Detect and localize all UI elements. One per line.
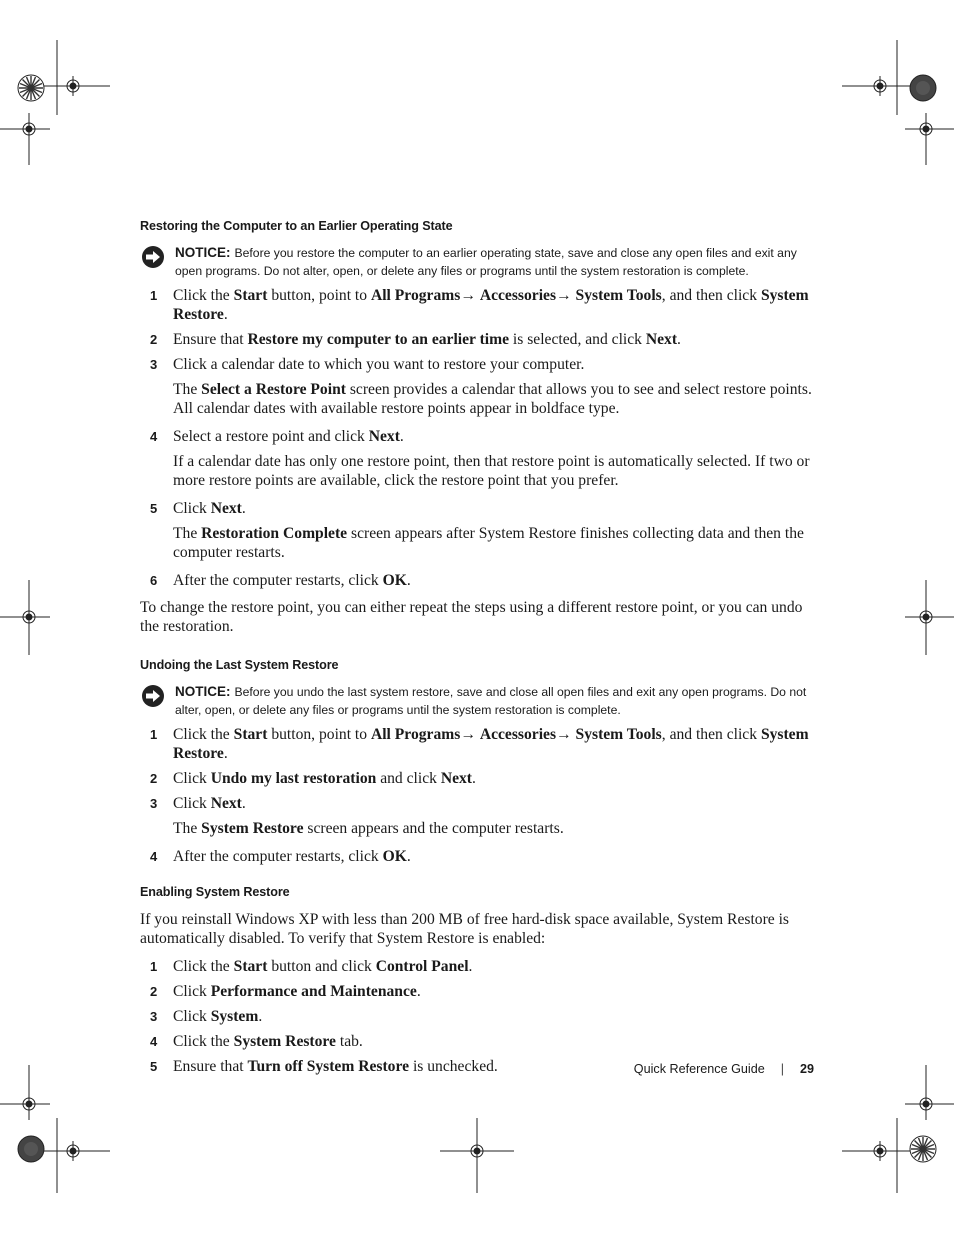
bold-term: Next: [368, 428, 400, 445]
bold-term: Start: [233, 287, 268, 304]
step-number: 3: [150, 796, 158, 811]
text-run: button, point to: [267, 287, 371, 304]
text-run: Click the: [173, 1033, 234, 1050]
step-text: [173, 957, 816, 976]
bold-term: Next: [440, 770, 472, 787]
text-run: screen appears and the computer restarts.: [303, 820, 564, 837]
color-target-top-right: [910, 75, 936, 101]
text-run: and click: [376, 770, 441, 787]
step-number: 2: [150, 332, 158, 347]
text-run: →: [460, 726, 480, 743]
step-description: [173, 819, 816, 838]
section-closing-text: To change the restore point, you can either repeat the steps using a different restore point, or you can undo the restoration.: [140, 599, 803, 635]
step-number: 3: [150, 357, 158, 372]
bold-term: System Tools: [575, 287, 662, 304]
section-heading: Undoing the Last System Restore: [140, 658, 339, 672]
bold-term: System Restore: [233, 1033, 336, 1050]
notice-text: Before you undo the last system restore, save and close all open files and exit any open programs. Do not alter, open, or delete any files or programs until the system restoration is complete.: [175, 685, 807, 717]
page-footer: [600, 1062, 814, 1076]
text-run: button and click: [267, 958, 376, 975]
bold-term: All Programs: [370, 287, 461, 304]
text-run: .: [416, 983, 421, 1000]
step-item: [140, 571, 816, 590]
step-item: [140, 957, 816, 976]
bold-term: Accessories: [479, 287, 557, 304]
text-run: .: [223, 306, 228, 323]
step-number: 2: [150, 771, 158, 786]
step-text: [173, 286, 816, 324]
step-number: 1: [150, 727, 158, 742]
notice-label: NOTICE:: [175, 684, 231, 699]
step-text: [173, 1032, 816, 1051]
step-item: [140, 355, 816, 418]
step-number: 6: [150, 573, 158, 588]
step-description: [173, 524, 816, 562]
step-text: [173, 355, 816, 374]
bold-term: Start: [233, 958, 268, 975]
text-run: Click the: [173, 958, 234, 975]
bold-term: System Restore: [201, 820, 304, 837]
step-number: 1: [150, 288, 158, 303]
bold-term: Next: [210, 500, 242, 517]
text-run: →: [556, 726, 576, 743]
step-number: 4: [150, 1034, 158, 1049]
step-text: [173, 499, 816, 518]
step-text: [173, 427, 816, 446]
text-run: The: [173, 381, 202, 398]
bold-term: Control Panel: [375, 958, 469, 975]
bold-term: Turn off System Restore: [247, 1058, 410, 1075]
bold-term: All Programs: [370, 726, 461, 743]
text-run: button, point to: [267, 726, 371, 743]
notice-text: Before you restore the computer to an earlier operating state, save and close any open files and exit any open programs. Do not alter, open, or delete any files or programs until the system restoration is complete.: [175, 246, 797, 278]
text-run: , and then click: [661, 726, 761, 743]
notice-box: [140, 683, 816, 719]
text-run: .: [223, 745, 228, 762]
step-description: [173, 380, 816, 418]
text-run: screen provides a calendar that allows you to see and select restore points. All calendar dates with available restore points appear in boldface type.: [173, 381, 812, 417]
section-gap: [140, 872, 816, 884]
text-run: Click a calendar date to which you want to restore your computer.: [173, 356, 585, 373]
bold-term: Accessories: [479, 726, 557, 743]
bold-term: Undo my last restoration: [210, 770, 377, 787]
step-number: 3: [150, 1009, 158, 1024]
footer-guide-title: Quick Reference Guide: [633, 1062, 765, 1076]
text-run: Select a restore point and click: [173, 428, 369, 445]
step-item: [140, 982, 816, 1001]
text-run: The: [173, 525, 202, 542]
text-run: .: [399, 428, 404, 445]
text-run: Click: [173, 500, 211, 517]
bold-term: Restoration Complete: [201, 525, 348, 542]
notice-label: NOTICE:: [175, 245, 231, 260]
bold-term: System Tools: [575, 726, 662, 743]
text-run: Ensure that: [173, 331, 248, 348]
bold-term: System Restore: [173, 287, 809, 323]
text-run: Click: [173, 770, 211, 787]
step-item: [140, 725, 816, 763]
text-run: , and then click: [661, 287, 761, 304]
bold-term: Restore my computer to an earlier time: [247, 331, 510, 348]
page-content: [140, 218, 816, 1082]
step-item: [140, 499, 816, 562]
text-run: tab.: [335, 1033, 363, 1050]
step-number: 5: [150, 501, 158, 516]
step-item: [140, 427, 816, 490]
text-run: Click the: [173, 726, 234, 743]
text-run: Click the: [173, 287, 234, 304]
bold-term: Next: [645, 331, 678, 348]
section-heading: Enabling System Restore: [140, 885, 290, 899]
text-run: .: [241, 795, 246, 812]
text-run: .: [472, 770, 476, 787]
step-item: [140, 286, 816, 324]
section-heading: Restoring the Computer to an Earlier Operating State: [140, 219, 453, 233]
footer-separator: |: [780, 1062, 784, 1076]
text-run: .: [258, 1008, 263, 1025]
step-item: [140, 769, 816, 788]
text-run: .: [406, 572, 411, 589]
notice-box: [140, 244, 816, 280]
step-description: [173, 452, 816, 490]
text-run: .: [406, 848, 411, 865]
bold-term: OK: [382, 572, 407, 589]
step-text: [173, 769, 816, 788]
step-number: 2: [150, 984, 158, 999]
text-run: Click: [173, 795, 211, 812]
step-text: [173, 1007, 816, 1026]
bold-term: Next: [210, 795, 242, 812]
bold-term: Select a Restore Point: [201, 381, 346, 398]
bold-term: System: [210, 1008, 259, 1025]
section-intro: If you reinstall Windows XP with less than 200 MB of free hard-disk space available, System Restore is automatically disabled. To verify that System Restore is enabled:: [140, 911, 789, 947]
text-run: →: [556, 287, 576, 304]
text-run: Click: [173, 1008, 211, 1025]
text-run: .: [241, 500, 246, 517]
step-number: 1: [150, 959, 158, 974]
bold-term: Performance and Maintenance: [210, 983, 417, 1000]
bold-term: System Restore: [173, 726, 809, 762]
step-number: 4: [150, 849, 158, 864]
text-run: is selected, and click: [509, 331, 646, 348]
text-run: After the computer restarts, click: [173, 572, 383, 589]
text-run: screen appears after System Restore finishes collecting data and then the computer restarts.: [173, 525, 804, 561]
step-item: [140, 330, 816, 349]
step-item: [140, 847, 816, 866]
step-text: [173, 794, 816, 813]
color-target-bottom-left: [18, 1136, 44, 1162]
color-target-bottom-right: [910, 1136, 936, 1162]
text-run: The: [173, 820, 202, 837]
text-run: Click: [173, 983, 211, 1000]
text-run: .: [468, 958, 473, 975]
text-run: is unchecked.: [409, 1058, 498, 1075]
step-text: [173, 982, 816, 1001]
bold-term: OK: [382, 848, 407, 865]
step-text: [173, 571, 816, 590]
notice-arrow-icon: [141, 245, 165, 269]
bold-term: Start: [233, 726, 268, 743]
text-run: Ensure that: [173, 1058, 248, 1075]
text-run: After the computer restarts, click: [173, 848, 383, 865]
text-run: →: [460, 287, 480, 304]
step-item: [140, 794, 816, 838]
notice-arrow-icon: [141, 684, 165, 708]
step-text: [173, 847, 816, 866]
step-number: 5: [150, 1059, 158, 1074]
step-item: [140, 1007, 816, 1026]
step-number: 4: [150, 429, 158, 444]
step-item: [140, 1032, 816, 1051]
section-gap: [140, 645, 816, 657]
text-run: .: [677, 331, 681, 348]
color-target-top-left: [18, 75, 44, 101]
page-number: 29: [799, 1062, 814, 1076]
step-text: [173, 725, 816, 763]
step-text: [173, 330, 816, 349]
text-run: If a calendar date has only one restore point, then that restore point is automatically selected. If two or more restore points are available, click the restore point that you prefer.: [173, 453, 810, 489]
